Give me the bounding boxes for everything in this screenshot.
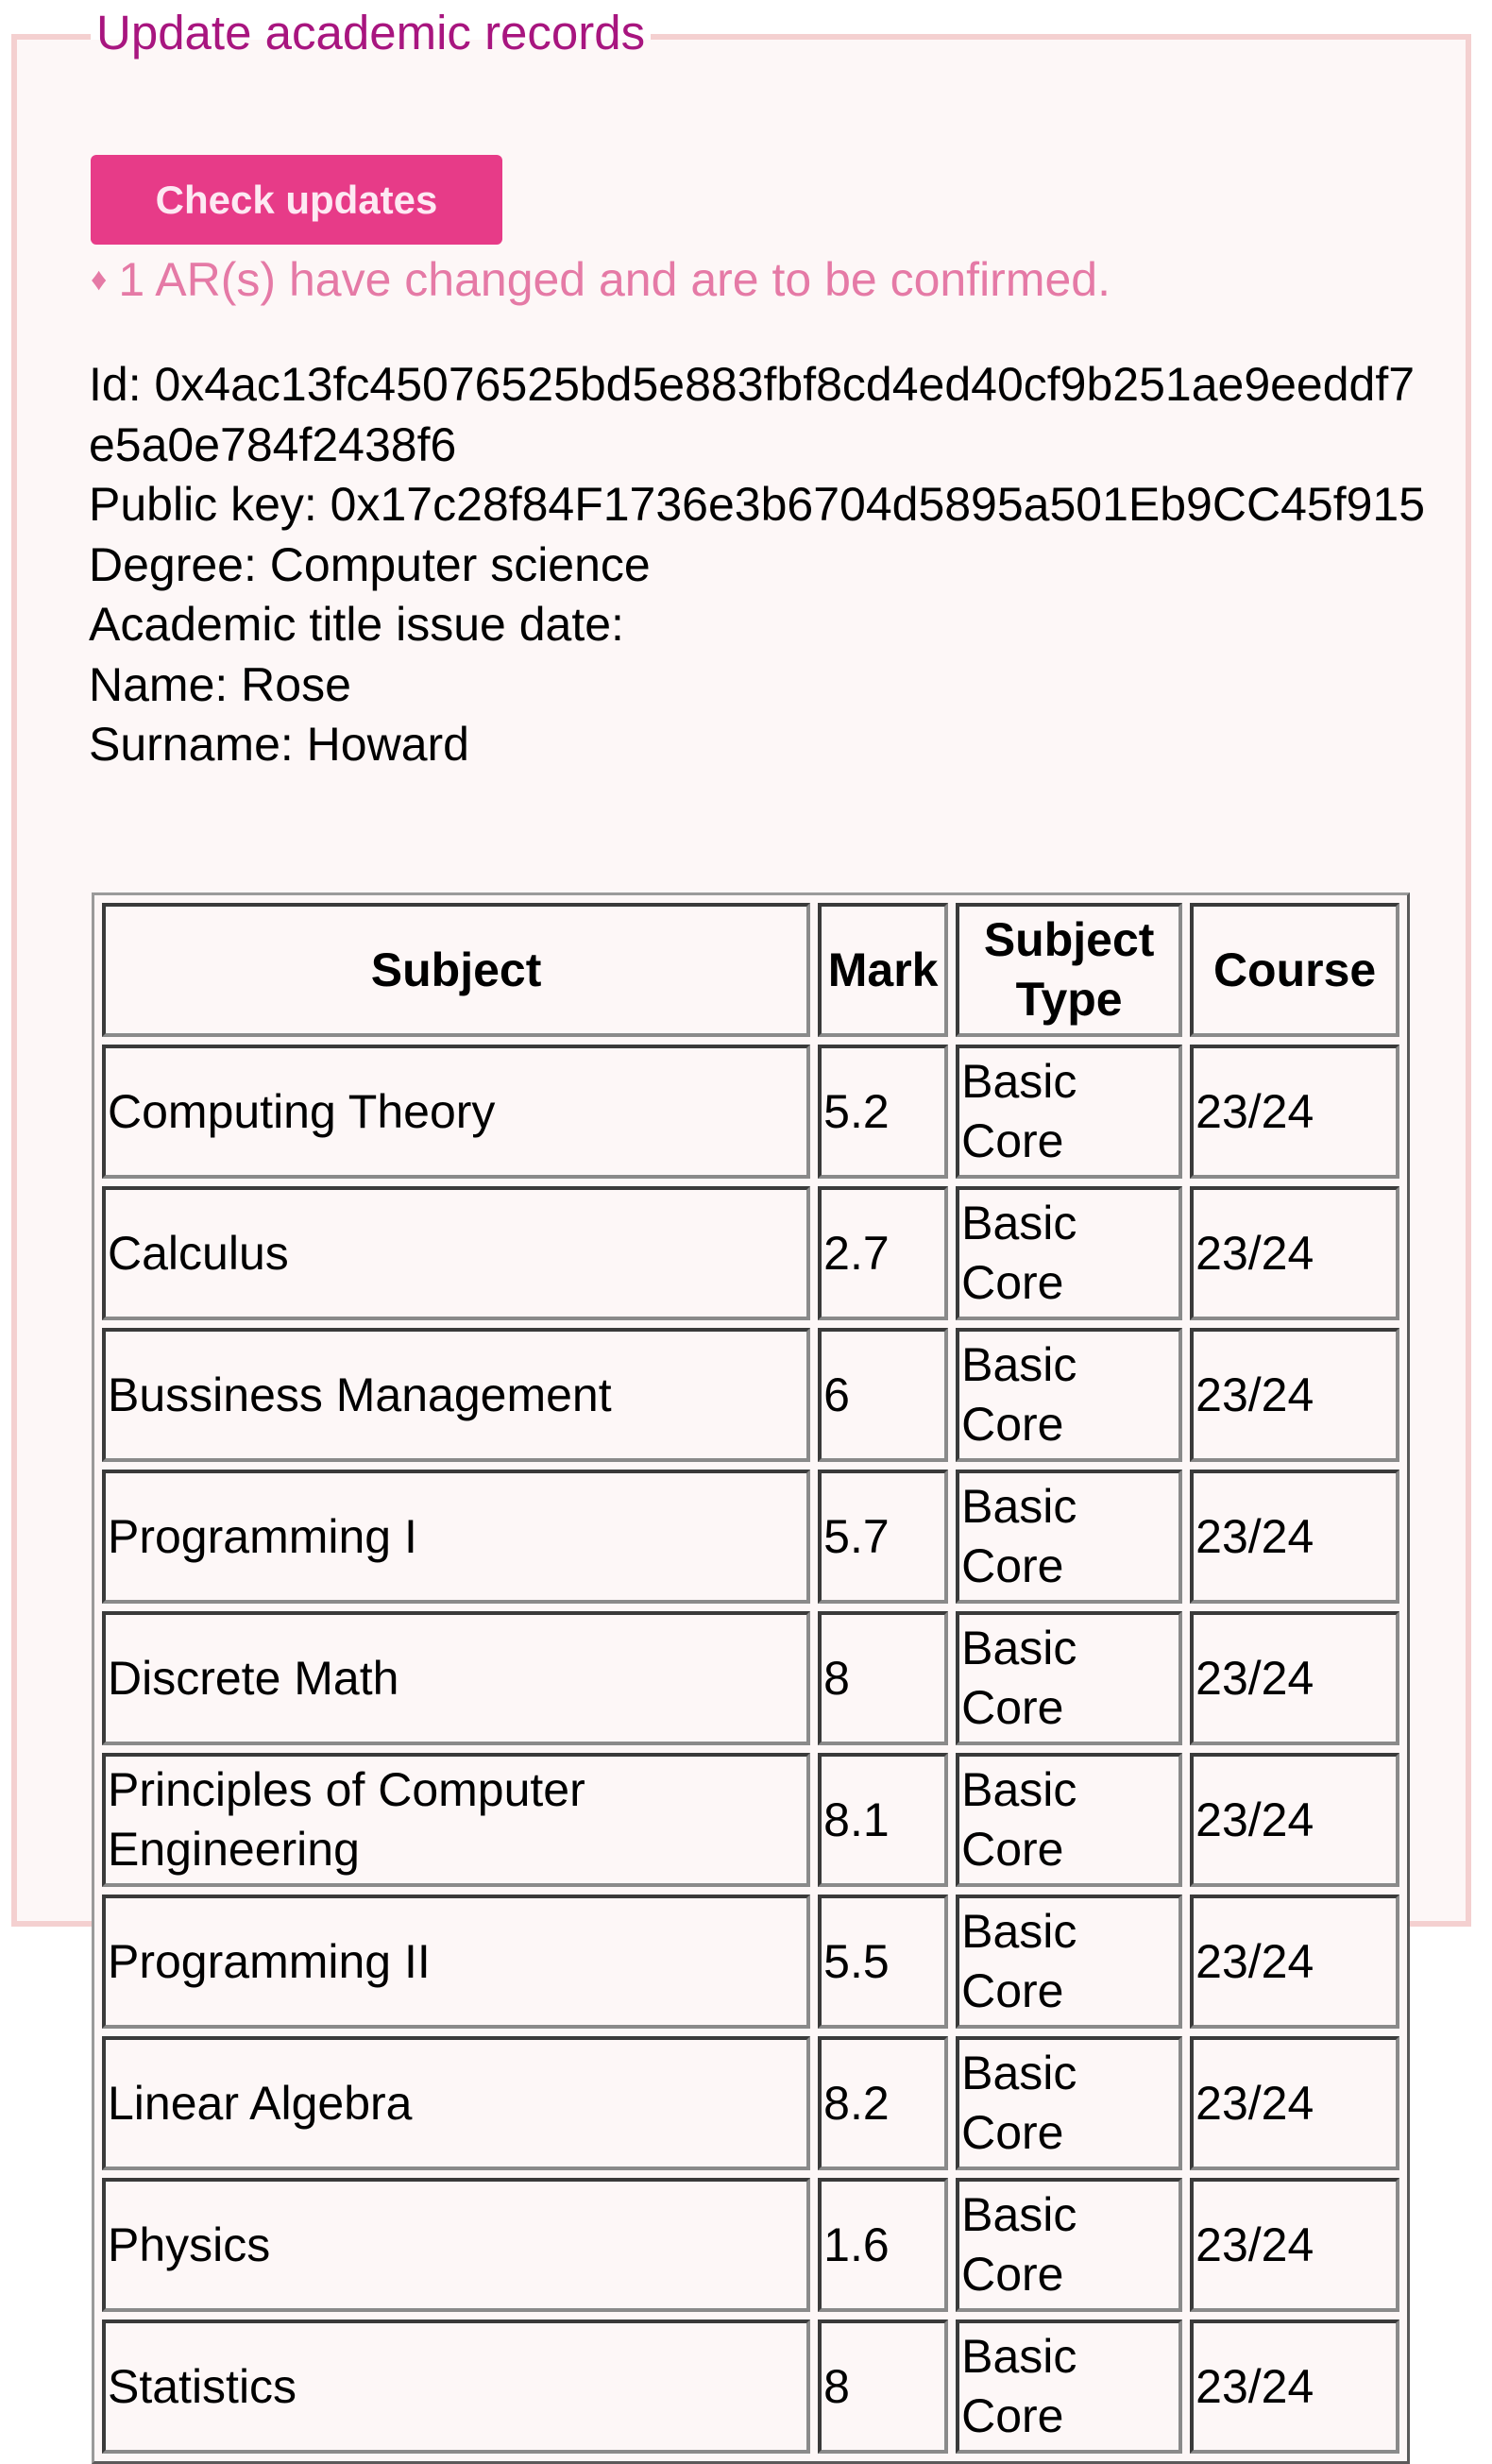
table-row bbox=[102, 2036, 1399, 2170]
cell-subject: Computing Theory bbox=[102, 1045, 810, 1179]
subjects-table bbox=[92, 892, 1410, 2464]
status-text: 1 AR(s) have changed and are to be confirmed. bbox=[118, 253, 1111, 306]
cell-subject-type: Basic Core bbox=[956, 1611, 1182, 1745]
cell-course: 23/24 bbox=[1190, 1895, 1399, 2029]
cell-subject-type: Basic Core bbox=[956, 1045, 1182, 1179]
table-row bbox=[102, 2320, 1399, 2454]
cell-subject: Statistics bbox=[102, 2320, 810, 2454]
record-issue-date: Academic title issue date: bbox=[89, 598, 624, 651]
table-row bbox=[102, 1895, 1399, 2029]
cell-mark: 8.1 bbox=[818, 1753, 948, 1887]
record-details bbox=[89, 355, 1430, 775]
cell-subject-type: Basic Core bbox=[956, 2036, 1182, 2170]
record-degree: Degree: Computer science bbox=[89, 537, 651, 591]
record-id: Id: 0x4ac13fc45076525bd5e883fbf8cd4ed40cf9b251ae9eeddf7e5a0e784f2438f6 bbox=[89, 358, 1416, 471]
cell-mark: 5.7 bbox=[818, 1470, 948, 1604]
cell-mark: 5.2 bbox=[818, 1045, 948, 1179]
cell-course: 23/24 bbox=[1190, 1186, 1399, 1320]
update-academic-records-panel bbox=[11, 6, 1471, 2442]
cell-mark: 6 bbox=[818, 1328, 948, 1462]
cell-mark: 8 bbox=[818, 2320, 948, 2454]
cell-subject-type: Basic Core bbox=[956, 1186, 1182, 1320]
check-updates-button[interactable]: Check updates bbox=[91, 155, 502, 245]
record-surname: Surname: Howard bbox=[89, 718, 469, 771]
cell-mark: 2.7 bbox=[818, 1186, 948, 1320]
table-row bbox=[102, 1328, 1399, 1462]
table-row bbox=[102, 2178, 1399, 2312]
cell-course: 23/24 bbox=[1190, 2320, 1399, 2454]
table-row bbox=[102, 1611, 1399, 1745]
cell-course: 23/24 bbox=[1190, 2178, 1399, 2312]
cell-subject-type: Basic Core bbox=[956, 1470, 1182, 1604]
record-public-key: Public key: 0x17c28f84F1736e3b6704d5895a501Eb9CC45f915 bbox=[89, 478, 1426, 531]
record-name: Name: Rose bbox=[89, 657, 351, 711]
cell-mark: 1.6 bbox=[818, 2178, 948, 2312]
table-row bbox=[102, 1186, 1399, 1320]
cell-subject: Discrete Math bbox=[102, 1611, 810, 1745]
cell-mark: 8.2 bbox=[818, 2036, 948, 2170]
status-message bbox=[91, 249, 1111, 310]
diamond-bullet-icon: ♦ bbox=[91, 262, 108, 297]
cell-subject: Linear Algebra bbox=[102, 2036, 810, 2170]
cell-course: 23/24 bbox=[1190, 1470, 1399, 1604]
cell-course: 23/24 bbox=[1190, 1328, 1399, 1462]
cell-course: 23/24 bbox=[1190, 2036, 1399, 2170]
cell-subject-type: Basic Core bbox=[956, 1895, 1182, 2029]
table-row bbox=[102, 1045, 1399, 1179]
cell-subject: Programming I bbox=[102, 1470, 810, 1604]
table-row bbox=[102, 1753, 1399, 1887]
header-course: Course bbox=[1190, 903, 1399, 1037]
cell-subject: Principles of Computer Engineering bbox=[102, 1753, 810, 1887]
cell-subject-type: Basic Core bbox=[956, 1753, 1182, 1887]
cell-subject: Calculus bbox=[102, 1186, 810, 1320]
cell-mark: 8 bbox=[818, 1611, 948, 1745]
cell-course: 23/24 bbox=[1190, 1611, 1399, 1745]
cell-subject-type: Basic Core bbox=[956, 2320, 1182, 2454]
header-mark: Mark bbox=[818, 903, 948, 1037]
cell-subject: Bussiness Management bbox=[102, 1328, 810, 1462]
cell-course: 23/24 bbox=[1190, 1753, 1399, 1887]
panel-legend: Update academic records bbox=[91, 0, 651, 66]
header-subject-type: Subject Type bbox=[956, 903, 1182, 1037]
table-row bbox=[102, 1470, 1399, 1604]
cell-subject-type: Basic Core bbox=[956, 2178, 1182, 2312]
header-subject: Subject bbox=[102, 903, 810, 1037]
cell-subject: Programming II bbox=[102, 1895, 810, 2029]
cell-subject-type: Basic Core bbox=[956, 1328, 1182, 1462]
cell-course: 23/24 bbox=[1190, 1045, 1399, 1179]
cell-subject: Physics bbox=[102, 2178, 810, 2312]
table-header-row bbox=[102, 903, 1399, 1037]
cell-mark: 5.5 bbox=[818, 1895, 948, 2029]
